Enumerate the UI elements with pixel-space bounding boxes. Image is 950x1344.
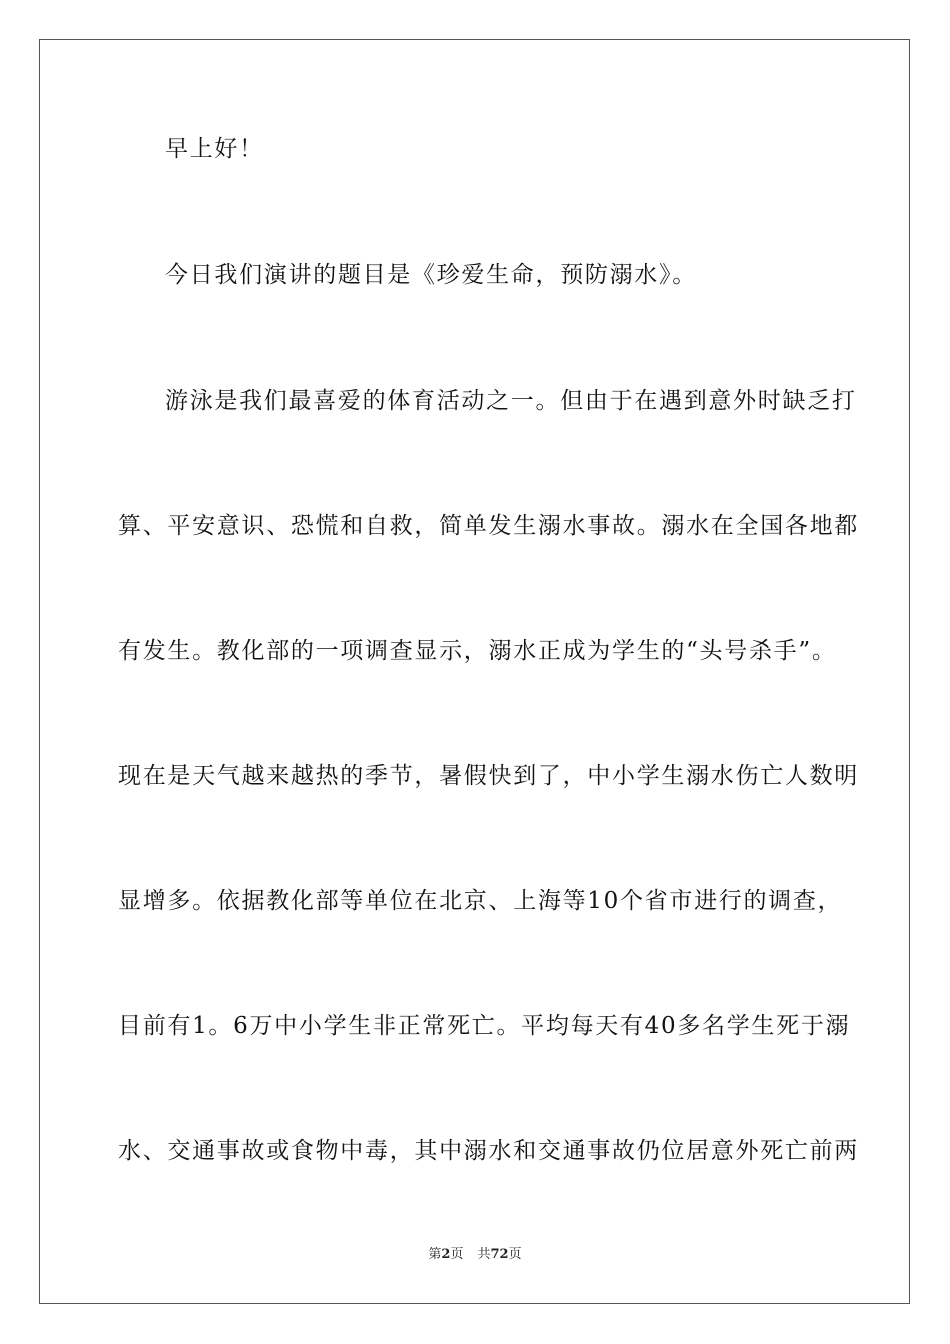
page-suffix: 页: [450, 1247, 464, 1262]
total-pages: 72: [490, 1247, 509, 1262]
total-prefix: 共: [477, 1247, 491, 1262]
page-border: [39, 39, 910, 1304]
speech-title-line: 今日我们演讲的题目是《珍爱生命，预防溺水》。: [165, 262, 697, 288]
body-line-4: 现在是天气越来越热的季节，暑假快到了，中小学生溺水伤亡人数明: [118, 763, 859, 789]
total-suffix: 页: [508, 1247, 522, 1262]
page-number: 2: [441, 1247, 451, 1262]
page-prefix: 第: [428, 1247, 442, 1262]
greeting-line: 早上好！: [165, 136, 264, 162]
body-line-6: 目前有1。6万中小学生非正常死亡。平均每天有40多名学生死于溺: [118, 1013, 851, 1039]
page-footer: [0, 1246, 950, 1264]
body-line-5: 显增多。依据教化部等单位在北京、上海等10个省市进行的调查，: [118, 888, 843, 914]
body-line-3: 有发生。教化部的一项调查显示，溺水正成为学生的“头号杀手”。: [118, 638, 837, 664]
body-line-7: 水、交通事故或食物中毒，其中溺水和交通事故仍位居意外死亡前两: [118, 1138, 859, 1164]
body-line-2: 算、平安意识、恐慌和自救，简单发生溺水事故。溺水在全国各地都: [118, 513, 859, 539]
body-line-1: 游泳是我们最喜爱的体育活动之一。但由于在遇到意外时缺乏打: [165, 388, 857, 414]
